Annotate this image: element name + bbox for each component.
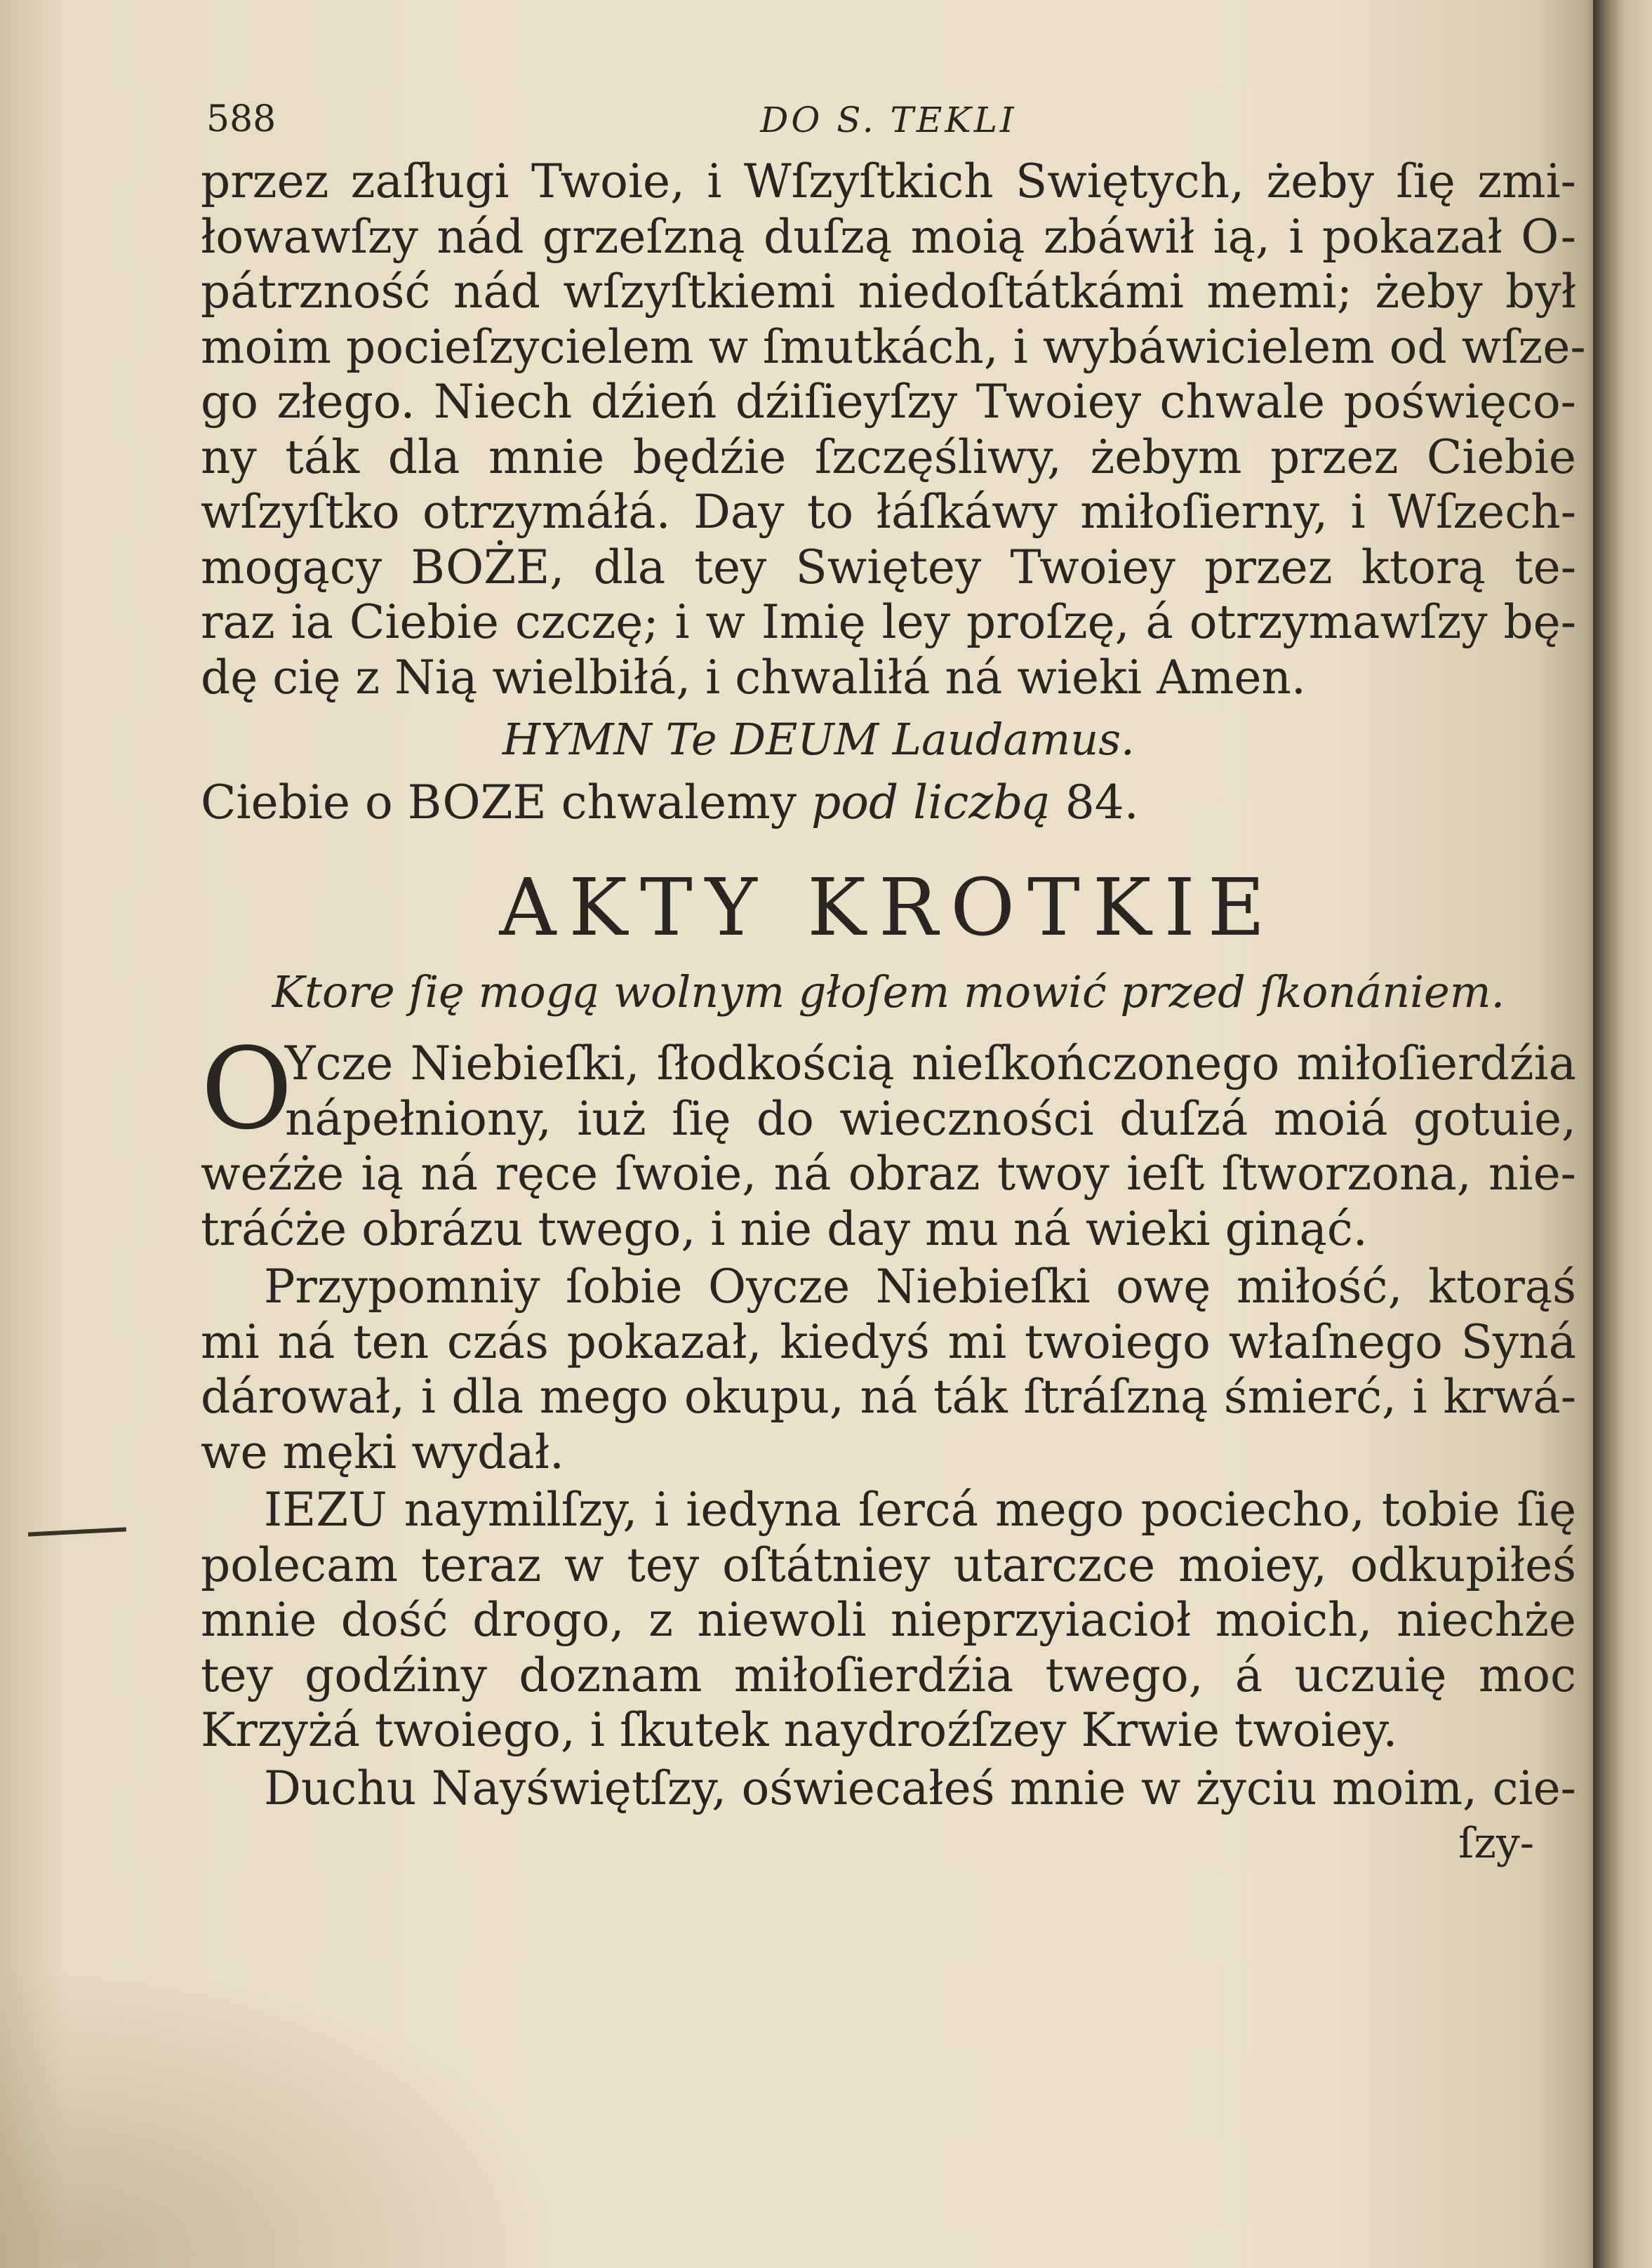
text-line: tey godźiny doznam miłoſierdźia twego, á uczuię moc xyxy=(201,1648,1576,1702)
text-line: przez zaſługi Twoie, i Wſzyſtkich Swiętych, żeby ſię zmi- xyxy=(201,154,1576,208)
drop-capital: O xyxy=(201,1023,293,1154)
hymn-reference-text: Ciebie o BOZE chwalemy xyxy=(201,775,797,829)
text-line: tráćże obrázu twego, i nie day mu ná wieki ginąć. xyxy=(201,1201,1368,1256)
prayer-paragraph-dropcap xyxy=(201,1023,1576,1257)
text-line: moim pocieſzycielem w ſmutkách, i wybáwicielem od wſze- xyxy=(201,319,1586,374)
text-line: raz ia Ciebie czczę; i w Imię ley proſzę, á otrzymawſzy bę- xyxy=(201,595,1576,649)
page-header xyxy=(201,84,1576,152)
hymn-heading: HYMN Te DEUM Laudamus. xyxy=(502,714,1135,765)
page-content xyxy=(201,84,1586,1871)
hymn-reference xyxy=(201,771,1576,834)
hymn-reference-italic: pod liczbą xyxy=(811,775,1051,829)
section-subtitle: Ktore ſię mogą wolnym głoſem mowić przed ſkonániem. xyxy=(272,966,1505,1018)
text-line: we męki wydał. xyxy=(201,1425,565,1479)
margin-mark xyxy=(28,1527,126,1536)
text-line: dę cię z Nią wielbiłá, i chwaliłá ná wieki Amen. xyxy=(201,650,1306,705)
section-title: AKTY KROTKIE xyxy=(499,862,1278,954)
prayer-paragraph xyxy=(201,1483,1576,1759)
text-line: IEZU naymilſzy, i iedyna ſercá mego pociecho, tobie ſię xyxy=(264,1483,1576,1537)
text-line: łowawſzy nád grzeſzną duſzą moią zbáwił ią, i pokazał O- xyxy=(201,209,1576,264)
text-line: weźże ią ná ręce ſwoie, ná obraz twoy ieſt ſtworzona, nie- xyxy=(201,1147,1576,1201)
text-line: dárował, i dla mego okupu, ná ták ſtráſzną śmierć, i krwá- xyxy=(201,1370,1576,1424)
prayer-paragraph xyxy=(201,154,1586,705)
page-number: 588 xyxy=(206,98,277,140)
text-line: pátrzność nád wſzyſtkiemi niedoſtátkámi memi; żeby był xyxy=(201,265,1576,319)
text-line: Duchu Nayświętſzy, oświecałeś mnie w życiu moim, cie- xyxy=(264,1761,1576,1815)
hymn-reference-number: 84. xyxy=(1065,775,1139,829)
catchword: ſzy- xyxy=(1458,1819,1534,1868)
text-line: polecam teraz w tey oſtátniey utarczce moiey, odkupiłeś xyxy=(201,1537,1576,1592)
text-line: mogący BOŻE, dla tey Swiętey Twoiey przez ktorą te- xyxy=(201,540,1576,594)
text-line: Krzyżá twoiego, i ſkutek naydroźſzey Krwie twoiey. xyxy=(201,1703,1398,1757)
text-line: mnie dość drogo, z niewoli nieprzyiacioł moich, niechże xyxy=(201,1593,1576,1647)
page-stain xyxy=(0,1966,575,2268)
running-title: DO S. TEKLI xyxy=(760,100,1017,140)
text-line: wſzyſtko otrzymáłá. Day to łáſkáwy miłoſierny, i Wſzech- xyxy=(201,485,1576,539)
text-line: ny ták dla mnie będźie ſzczęśliwy, żebym przez Ciebie xyxy=(201,429,1576,484)
text-line: Przypomniy ſobie Oycze Niebieſki owę miłość, ktorąś xyxy=(264,1260,1576,1314)
text-line: Ycze Niebieſki, ſłodkością nieſkończonego miłoſierdźia xyxy=(285,1036,1576,1090)
text-line: go złego. Niech dźień dźiſieyſzy Twoiey chwale poświęco- xyxy=(201,375,1576,429)
prayer-paragraph xyxy=(201,1260,1576,1480)
prayer-paragraph xyxy=(201,1761,1576,1817)
text-line: mi ná ten czás pokazał, kiedyś mi twoiego właſnego Syná xyxy=(201,1314,1576,1369)
text-line: nápełniony, iuż ſię do wieczności duſzá moiá gotuie, xyxy=(285,1091,1576,1146)
book-spine xyxy=(1593,0,1652,2268)
